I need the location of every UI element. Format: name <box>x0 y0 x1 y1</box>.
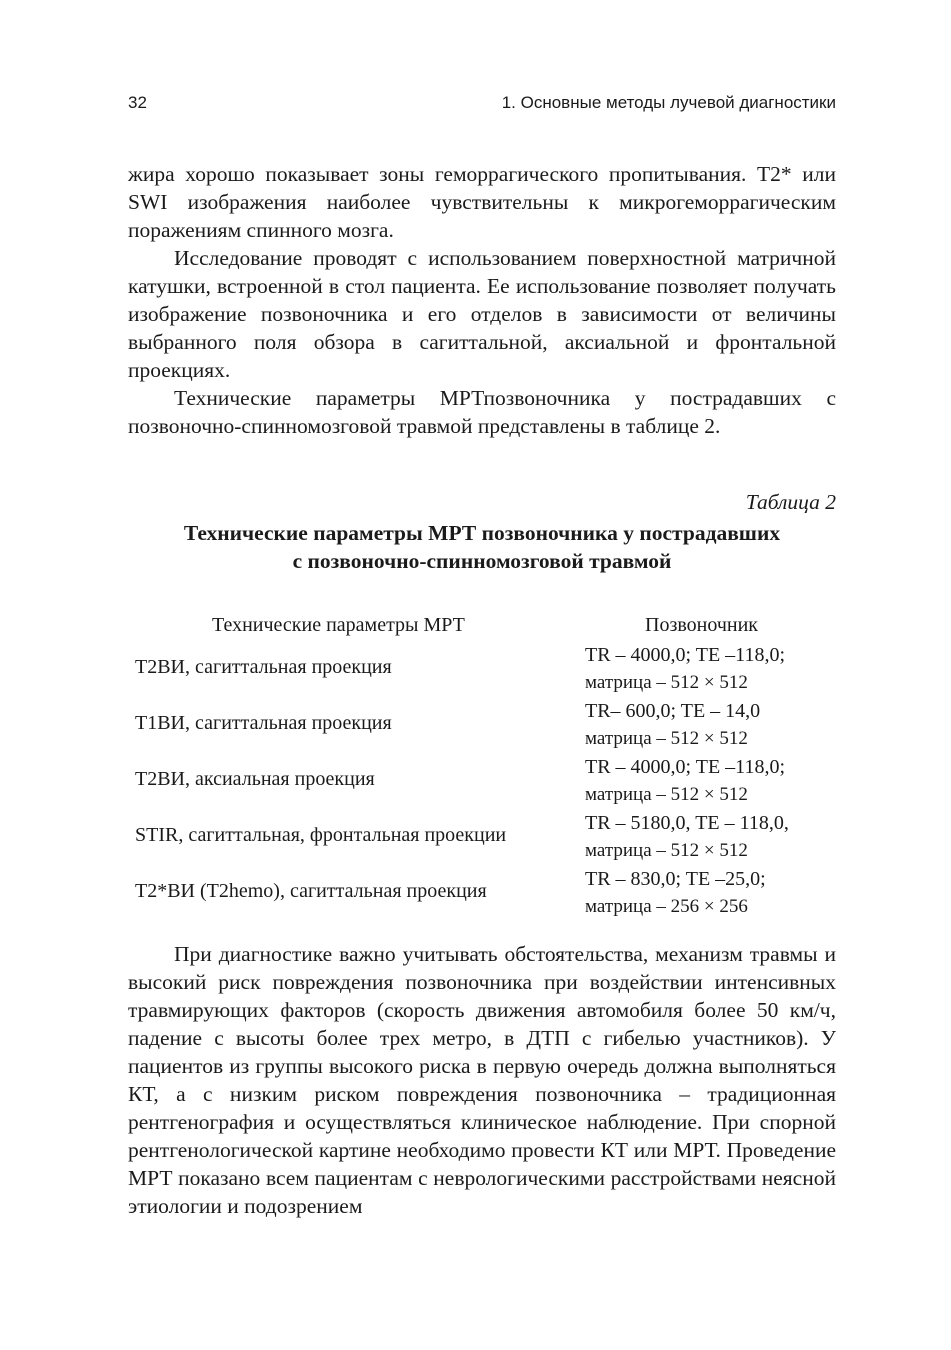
row-value <box>585 866 766 920</box>
body-text-top <box>128 160 836 440</box>
row-parameter: T1ВИ, сагиттальная проекция <box>135 712 392 734</box>
table-title-line: с позвоночно-спинномозговой травмой <box>292 549 672 573</box>
page-number: 32 <box>128 93 147 112</box>
table-title <box>128 519 836 575</box>
table-title-line: Технические параметры МРТ позвоночника у пострадавших <box>183 521 781 545</box>
value-line: матрица – 512 × 512 <box>585 728 748 749</box>
value-line: TR – 5180,0, TE – 118,0, <box>585 812 789 834</box>
row-parameter: STIR, сагиттальная, фронтальная проекции <box>135 824 507 846</box>
row-parameter: T2ВИ, аксиальная проекция <box>135 768 375 790</box>
value-line: TR – 830,0; TE –25,0; <box>585 868 766 890</box>
value-line: матрица – 512 × 512 <box>585 672 748 693</box>
value-line: матрица – 512 × 512 <box>585 784 748 805</box>
running-header <box>128 93 836 119</box>
column-header-parameters: Технические параметры МРТ <box>212 614 465 636</box>
column-header-spine: Позвоночник <box>645 614 759 636</box>
value-line: TR – 4000,0; TE –118,0; <box>585 644 785 666</box>
row-value <box>585 810 789 864</box>
table-row <box>135 810 835 866</box>
row-value <box>585 754 785 808</box>
paragraph: При диагностике важно учитывать обстоятельства, механизм травмы и высокий риск повреждения позвоночника при воздействии интенсивных травмирующих факторов (скорость движения автомобиля более 50 км/ч, падение с высоты более трех метро, в ДТП с гибелью участников). У пациентов из группы высокого риска в первую очередь должна выполняться КТ, а с низким риском повреждения позвоночника – традиционная рентгенография и осуществляться клиническое наблюдение. При спорной рентгенологической картине необходимо провести КТ или МРТ. Проведение МРТ показано всем пациентам с неврологическими расстройствами неясной этиологии и подозрением <box>128 942 836 1218</box>
value-line: TR – 4000,0; TE –118,0; <box>585 756 785 778</box>
paragraph: Технические параметры МРТпозвоночника у пострадавших с позвоночно-спинномозговой травмой представлены в таблице 2. <box>128 386 836 438</box>
paragraph: Исследование проводят с использованием поверхностной матричной катушки, встроенной в стол пациента. Ее использование позволяет получать изображение позвоночника и его отделов в зависимости от величины выбранного поля обзора в сагиттальной, аксиальной и фронтальной проекциях. <box>128 246 836 382</box>
paragraph: жира хорошо показывает зоны геморрагического пропитывания. T2* или SWI изображения наиболее чувствительны к микрогеморрагическим поражениям спинного мозга. <box>128 162 836 242</box>
value-line: матрица – 256 × 256 <box>585 896 748 917</box>
table-label: Таблица 2 <box>745 490 836 514</box>
value-line: матрица – 512 × 512 <box>585 840 748 861</box>
table-row <box>135 698 835 754</box>
table-row <box>135 642 835 698</box>
row-parameter: T2*ВИ (T2hemo), сагиттальная проекция <box>135 880 487 902</box>
table-row <box>135 754 835 810</box>
row-value <box>585 642 785 696</box>
value-line: TR– 600,0; TE – 14,0 <box>585 700 761 722</box>
chapter-title: 1. Основные методы лучевой диагностики <box>501 93 836 112</box>
table-row <box>135 866 835 922</box>
body-text-bottom <box>128 940 836 1220</box>
row-value <box>585 698 760 752</box>
row-parameter: T2ВИ, сагиттальная проекция <box>135 656 392 678</box>
